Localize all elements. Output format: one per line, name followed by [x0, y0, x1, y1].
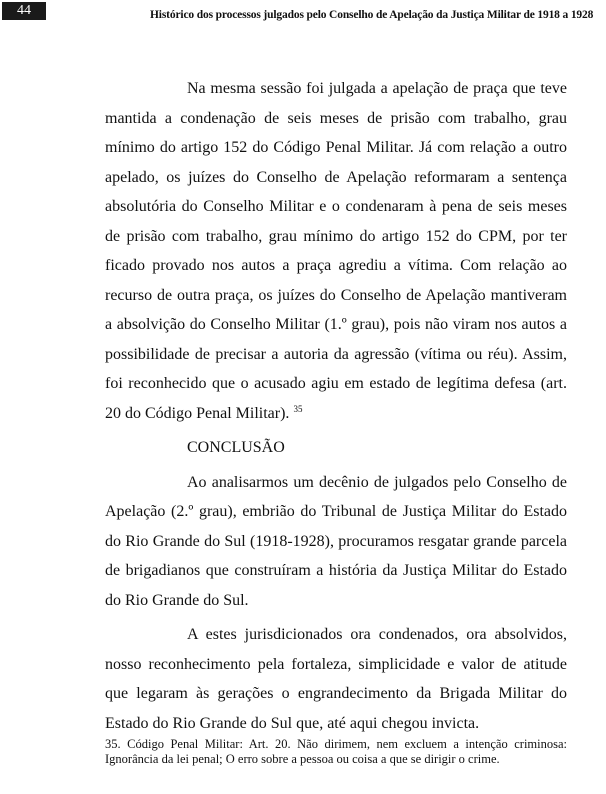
- paragraph-1: [105, 74, 567, 428]
- running-header-title: Histórico dos processos julgados pelo Conselho de Apelação da Justiça Militar de 1918 a 1928: [150, 9, 594, 21]
- paragraph-3: A estes jurisdicionados ora condenados, ora absolvidos, nosso reconhecimento pela fortaleza, simplicidade e valor de atitude que legaram às gerações o engrandecimento da Brigada Militar do Estado do Rio Grande do Sul que, até aqui chegou invicta.: [105, 626, 567, 732]
- section-heading: CONCLUSÃO: [187, 439, 285, 456]
- main-text: [105, 74, 567, 738]
- paragraph-2: Ao analisarmos um decênio de julgados pelo Conselho de Apelação (2.º grau), embrião do Tribunal de Justiça Militar do Estado do Rio Grande do Sul (1918-1928), procuramos resgatar grande parcela de brigadianos que construíram a história da Justiça Militar do Estado do Rio Grande do Sul.: [105, 473, 567, 609]
- paragraph-1-text: Na mesma sessão foi julgada a apelação de praça que teve mantida a condenação de seis meses de prisão com trabalho, grau mínimo do artigo 152 do Código Penal Militar. Já com relação a outro apelado, os juízes do Conselho de Apelação reformaram a sentença absolutória do Conselho Militar e o condenaram à pena de seis meses de prisão com trabalho, grau mínimo do artigo 152 do CPM, por ter ficado provado nos autos a praça agrediu a vítima. Com relação ao recurso de outra praça, os juízes do Conselho de Apelação mantiveram a absolvição do Conselho Militar (1.º grau), pois não viram nos autos a possibilidade de precisar a autoria da agressão (vítima ou réu). Assim, foi reconhecido que o acusado agiu em estado de legítima defesa (art. 20 do Código Penal Militar).: [105, 80, 567, 422]
- footnote-reference: 35: [293, 403, 303, 414]
- page-number: 44: [2, 2, 46, 20]
- footnote: 35. Código Penal Militar: Art. 20. Não dirimem, nem excluem a intenção criminosa: Ignorância da lei penal; O erro sobre a pessoa ou coisa a que se dirigir o crime.: [105, 737, 567, 766]
